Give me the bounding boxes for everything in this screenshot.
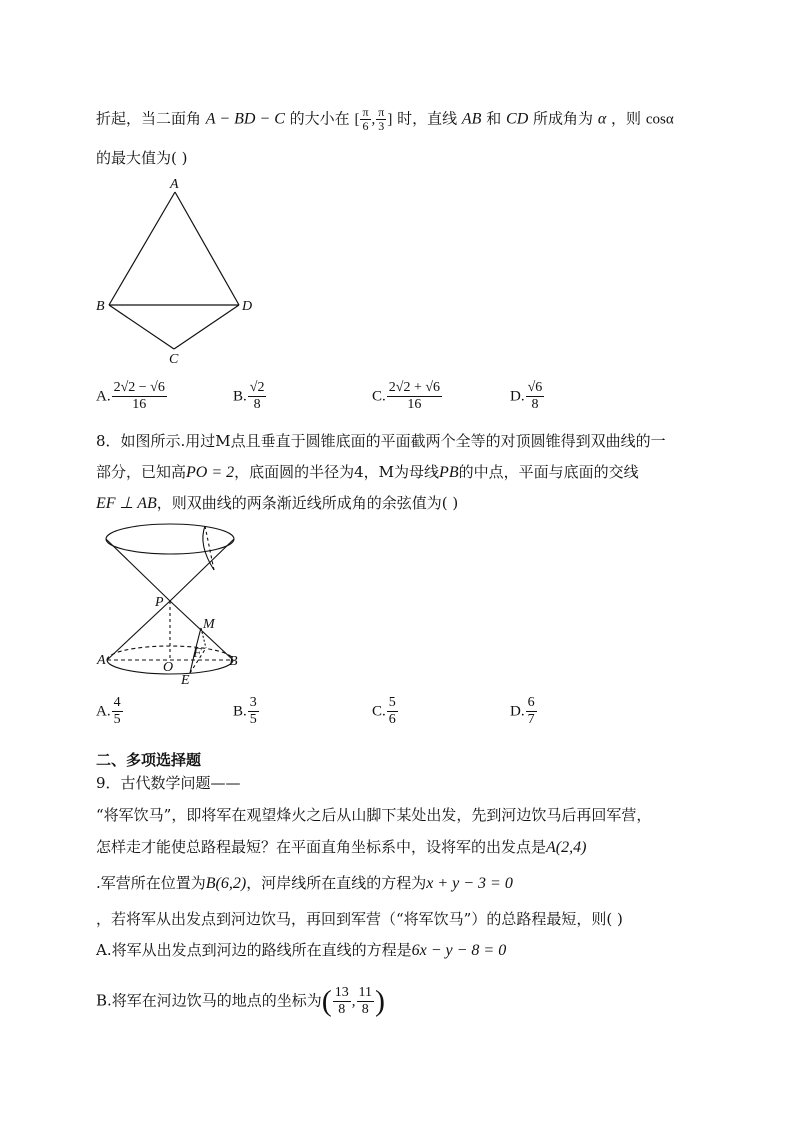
- label-M: M: [203, 617, 215, 632]
- point-a: A(2,4): [546, 839, 587, 856]
- label-B: B: [229, 654, 238, 669]
- q8-line3: EF ⊥ AB，则双曲线的两条渐近线所成角的余弦值为( ): [96, 494, 459, 512]
- q7-line2: 的最大值为( ): [96, 149, 188, 167]
- bottom-slant-left: [107, 601, 170, 660]
- q8-option-b[interactable]: B. $\frac{3}{5}$: [233, 695, 257, 727]
- bottom-ellipse-back: [107, 646, 233, 660]
- point-b: B(6,2): [205, 875, 247, 892]
- q8-line1: 8．如图所示.用过M点且垂直于圆锥底面的平面截两个全等的对顶圆锥得到双曲线的一: [96, 432, 666, 450]
- segment-MF: [201, 628, 206, 648]
- top-hyperbola: [203, 526, 214, 570]
- section-title: 二、多项选择题: [96, 751, 202, 769]
- q9-option-a[interactable]: A.将军从出发点到河边的路线所在直线的方程是6x − y − 8 = 0: [96, 941, 507, 959]
- q9-line4: .军营所在位置为B(6,2)，河岸线所在直线的方程为x + y − 3 = 0: [96, 874, 513, 892]
- q8-option-c[interactable]: C. $\frac{5}{6}$: [372, 695, 396, 727]
- bottom-hyperbola: [190, 628, 201, 673]
- q9-line5: ，若将军从出发点到河边饮马，再回到军营（“将军饮马”）的总路程最短，则( ): [96, 910, 623, 928]
- q9-line2: “将军饮马”，即将军在观望烽火之后从山脚下某处出发，先到河边饮马后再回军营，: [96, 806, 652, 824]
- bottom-ellipse-front: [107, 660, 233, 674]
- label-F: F: [193, 646, 202, 661]
- label-A: A: [97, 653, 106, 668]
- label-O: O: [163, 660, 174, 675]
- label-B: B: [96, 299, 105, 314]
- top-slant-left: [106, 539, 170, 601]
- frac-pi-6: $\frac{\pi}{6}$: [362, 105, 369, 133]
- q7-line1: 折起，当二面角 A − BD − C 的大小在 [ $\frac{\pi}{6}$ , $\frac{\pi}{3}$ ] 时，直线 AB 和 CD 所成角为 α ，则 cosα: [96, 105, 674, 133]
- frac-pi-3: $\frac{\pi}{3}$: [378, 105, 385, 133]
- q9-option-b[interactable]: B.将军在河边饮马的地点的坐标为( $\frac{13}{8}$ , $\frac{11}{8}$ ): [96, 984, 386, 1018]
- river-equation: x + y − 3 = 0: [426, 875, 513, 892]
- bottom-slant-right: [170, 601, 233, 660]
- dihedral-angle-expr: A − BD − C: [205, 110, 285, 128]
- q7-option-d[interactable]: D. $\frac{√6}{8}$: [510, 380, 543, 412]
- edge-CD: [174, 305, 239, 349]
- label-E: E: [181, 673, 190, 688]
- edge-BC: [109, 305, 174, 349]
- q7-option-a[interactable]: A. $\frac{2√2 - √6}{16}$: [96, 380, 165, 412]
- label-D: D: [242, 299, 253, 314]
- top-ellipse: [106, 524, 234, 554]
- q7-option-b[interactable]: B. $\frac{√2}{8}$: [233, 380, 265, 412]
- q9-line3: 怎样走才能使总路程最短？在平面直角坐标系中，设将军的出发点是A(2,4): [96, 838, 587, 856]
- top-slant-right: [170, 539, 234, 601]
- label-A: A: [170, 177, 179, 192]
- q7-option-c[interactable]: C. $\frac{2√2 + √6}{16}$: [372, 380, 441, 412]
- label-P: P: [155, 595, 164, 610]
- section-EF: [190, 648, 206, 673]
- q8-line2: 部分，已知高PO = 2，底面圆的半径为4，M为母线PB的中点，平面与底面的交线: [96, 463, 639, 481]
- q9-line1: 9．古代数学问题——: [96, 774, 241, 792]
- q8-option-a[interactable]: A. $\frac{4}{5}$: [96, 695, 121, 727]
- edge-AB: [109, 192, 175, 305]
- top-hyperbola-chord: [205, 526, 214, 570]
- q8-option-d[interactable]: D. $\frac{6}{7}$: [510, 695, 535, 727]
- label-C: C: [169, 352, 179, 367]
- edge-AD: [175, 192, 239, 305]
